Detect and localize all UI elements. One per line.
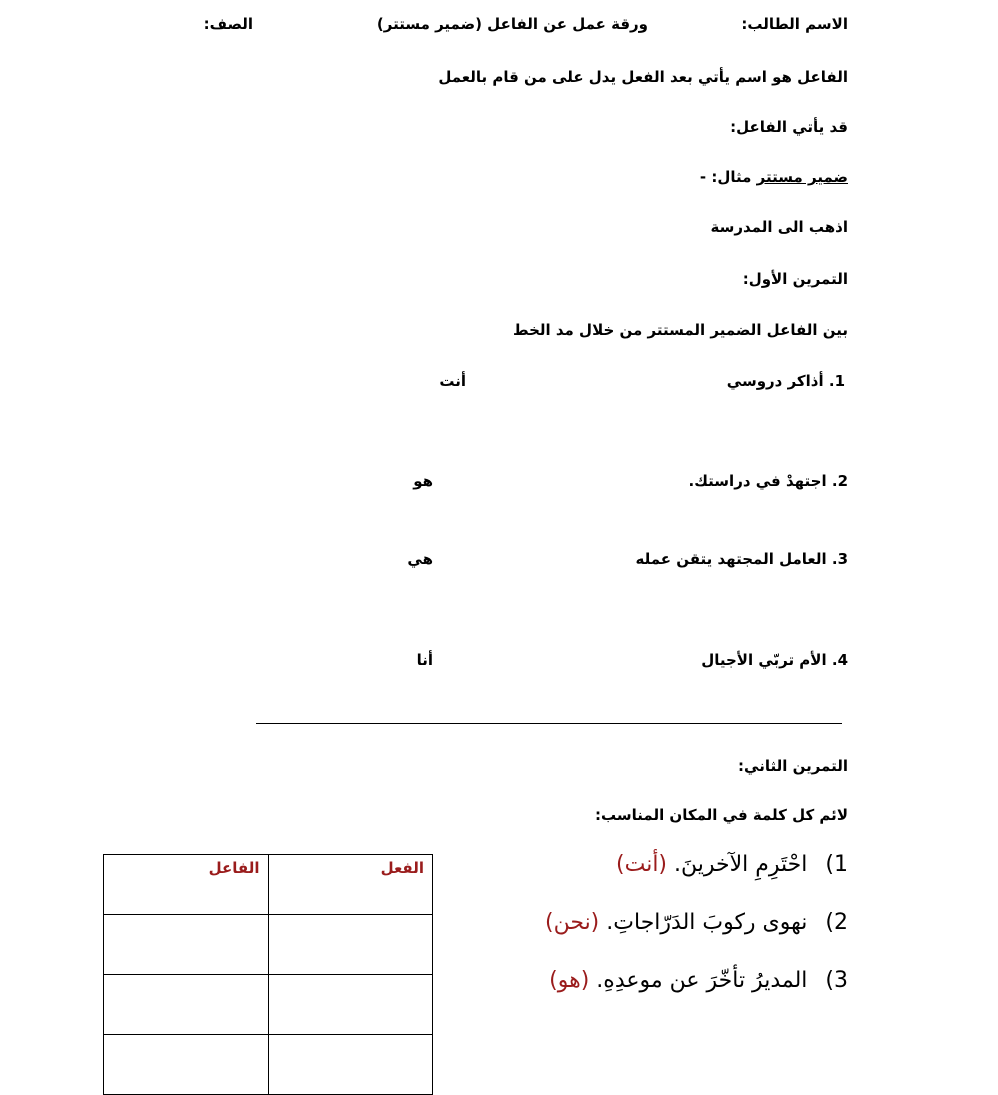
verb-cell[interactable]: [268, 1035, 433, 1095]
may-come-text: قد يأتي الفاعل:: [730, 118, 848, 136]
example-sentence: اذهب الى المدرسة: [710, 218, 848, 236]
exercise1-instruction: بين الفاعل الضمير المستتر من خلال مد الخط: [513, 321, 848, 339]
answer-table: [103, 854, 433, 1095]
item-number: 4.: [831, 651, 848, 669]
definition-text: الفاعل هو اسم يأتي بعد الفعل يدل على من قام بالعمل: [438, 68, 848, 86]
exercise1-pronoun-1: أنت: [439, 372, 466, 390]
exercise1-title: التمرين الأول:: [742, 270, 848, 288]
subject-cell[interactable]: [104, 915, 269, 975]
item-sentence: العامل المجتهد يتقن عمله: [635, 550, 827, 568]
item-sentence: أذاكر دروسي: [726, 372, 824, 390]
item-number: 2): [825, 910, 848, 935]
item-number: 1.: [828, 372, 845, 390]
exercise1-item-1: [727, 372, 845, 390]
verb-cell[interactable]: [268, 975, 433, 1035]
exercise2-title: التمرين الثاني:: [738, 757, 848, 775]
subject-cell[interactable]: [104, 1035, 269, 1095]
item-sentence: احْتَرِمِ الآخرينَ.: [674, 852, 808, 877]
exercise2-item-2: [545, 910, 848, 935]
exercise2-item-3: [549, 968, 848, 993]
item-pronoun: (نحن): [545, 910, 600, 935]
table-row: [104, 855, 433, 915]
hidden-pronoun-line: [700, 168, 848, 186]
example-label: مثال: -: [699, 168, 757, 186]
worksheet-title: ورقة عمل عن الفاعل (ضمير مستتر): [376, 15, 648, 33]
verb-cell[interactable]: [268, 915, 433, 975]
item-number: 2.: [831, 472, 848, 490]
item-number: 1): [825, 852, 848, 877]
item-pronoun: (أنت): [616, 852, 668, 877]
student-name-label: الاسم الطالب:: [741, 15, 848, 33]
item-sentence: نهوى ركوبَ الدَرّاجاتِ.: [606, 910, 808, 935]
verb-header: الفعل: [268, 855, 433, 915]
exercise1-pronoun-2: هو: [413, 472, 433, 490]
exercise2-item-1: [616, 852, 848, 877]
exercise1-item-2: [689, 472, 848, 490]
exercise1-pronoun-4: أنا: [416, 651, 433, 669]
exercise1-item-3: [636, 550, 849, 568]
table-row: [104, 915, 433, 975]
exercise2-instruction: لائم كل كلمة في المكان المناسب:: [595, 806, 848, 824]
item-sentence: الأم تربّي الأجيال: [701, 651, 827, 669]
item-number: 3.: [831, 550, 848, 568]
subject-header: الفاعل: [104, 855, 269, 915]
exercise1-item-4: [701, 651, 848, 669]
separator-line: [256, 723, 842, 724]
hidden-pronoun-label: ضمير مستتر: [756, 168, 848, 186]
subject-cell[interactable]: [104, 975, 269, 1035]
item-sentence: اجتهدْ في دراستك.: [688, 472, 827, 490]
item-sentence: المديرُ تأخّرَ عن موعدِهِ.: [596, 968, 808, 993]
grade-label: الصف:: [203, 15, 253, 33]
item-number: 3): [825, 968, 848, 993]
item-pronoun: (هو): [549, 968, 590, 993]
table-row: [104, 1035, 433, 1095]
table-row: [104, 975, 433, 1035]
exercise1-pronoun-3: هي: [407, 550, 433, 568]
